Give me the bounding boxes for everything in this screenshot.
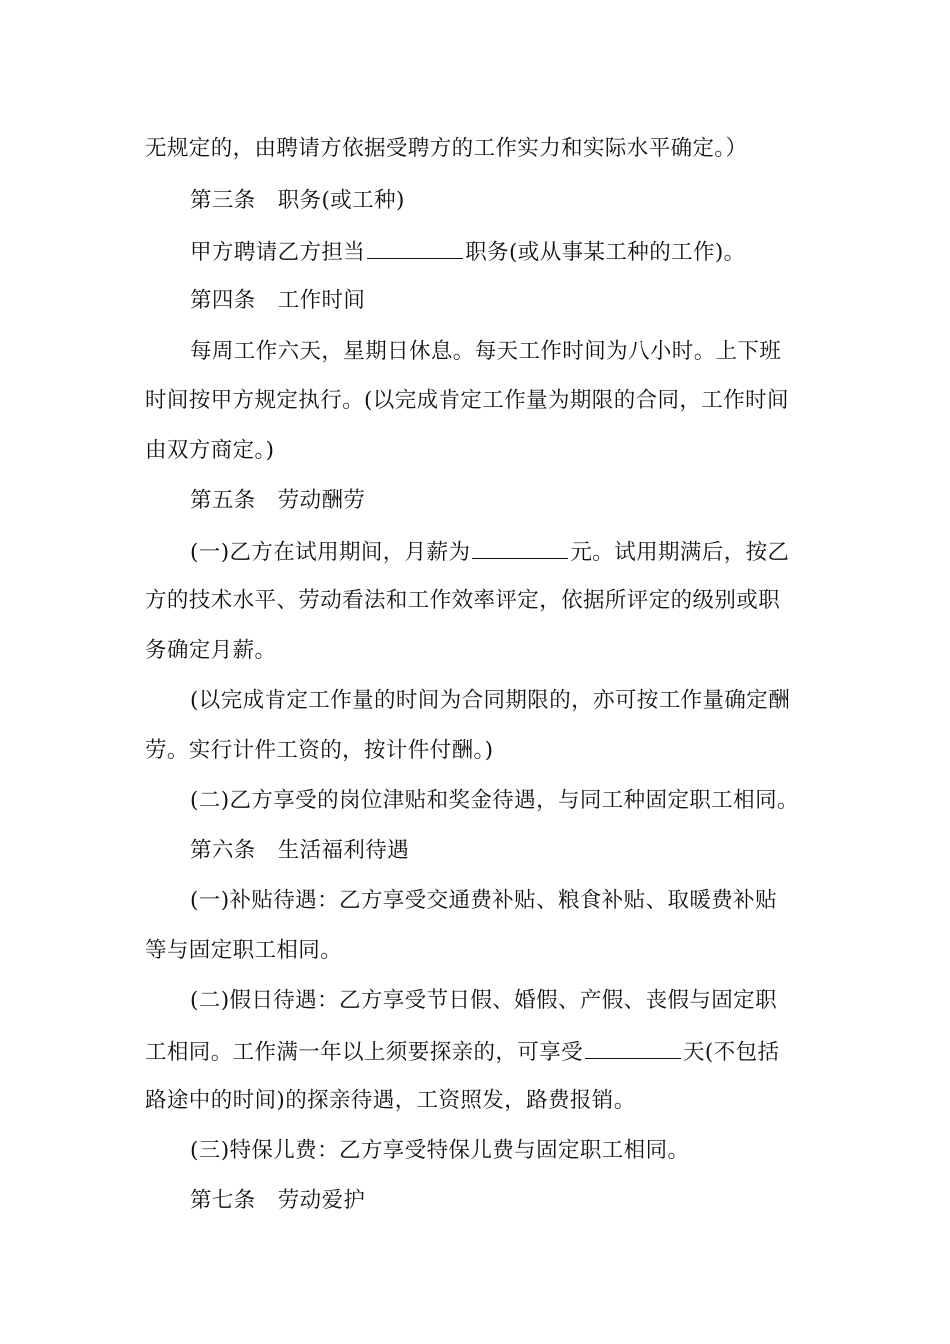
paragraph-line: 等与固定职工相同。 xyxy=(145,938,343,963)
article-heading xyxy=(190,1186,365,1216)
paragraph-line: 工相同。工作满一年以上须要探亲的，可享受 天(不包括 xyxy=(145,1036,779,1068)
paragraph-line: (三)特保儿费：乙方享受特保儿费与固定职工相同。 xyxy=(190,1138,690,1163)
article-heading xyxy=(190,486,365,516)
article-title: 工作时间 xyxy=(277,288,366,313)
paragraph-line: 每周工作六天，星期日休息。每天工作时间为八小时。上下班 xyxy=(190,339,782,364)
paragraph-line: 时间按甲方规定执行。(以完成肯定工作量为期限的合同，工作时间 xyxy=(145,388,789,413)
paragraph-line: 路途中的时间)的探亲待遇，工资照发，路费报销。 xyxy=(145,1088,636,1113)
article-number: 第三条 xyxy=(190,188,256,213)
fill-in-blank xyxy=(367,236,463,259)
article-title: 职务(或工种) xyxy=(277,188,405,213)
fill-in-blank xyxy=(585,1036,681,1059)
article-heading xyxy=(190,286,365,316)
paragraph-line: (以完成肯定工作量的时间为合同期限的，亦可按工作量确定酬 xyxy=(190,688,791,713)
paragraph-line: (二)假日待遇：乙方享受节日假、婚假、产假、丧假与固定职 xyxy=(190,988,777,1013)
article-number: 第五条 xyxy=(190,488,256,513)
fill-in-blank xyxy=(472,536,568,559)
article-heading xyxy=(190,836,409,866)
paragraph-line: 甲方聘请乙方担当 职务(或从事某工种的工作)。 xyxy=(190,236,746,268)
paragraph-line: 务确定月薪。 xyxy=(145,638,277,663)
article-number: 第四条 xyxy=(190,288,256,313)
paragraph-line: 劳。实行计件工资的，按计件付酬。) xyxy=(145,738,494,763)
article-title: 劳动酬劳 xyxy=(277,488,366,513)
article-number: 第七条 xyxy=(190,1188,256,1213)
article-title: 劳动爱护 xyxy=(277,1188,366,1213)
paragraph-line: (二)乙方享受的岗位津贴和奖金待遇，与同工种固定职工相同。 xyxy=(190,788,799,813)
article-number: 第六条 xyxy=(190,838,256,863)
paragraph-line: 方的技术水平、劳动看法和工作效率评定，依据所评定的级别或职 xyxy=(145,588,781,613)
article-heading xyxy=(190,186,405,216)
paragraph-line: 由双方商定。) xyxy=(145,438,275,463)
article-title: 生活福利待遇 xyxy=(277,838,410,863)
paragraph-line: (一)乙方在试用期间，月薪为 元。试用期满后，按乙 xyxy=(190,536,789,568)
paragraph-line: (一)补贴待遇：乙方享受交通费补贴、粮食补贴、取暖费补贴 xyxy=(190,888,777,913)
paragraph-line: 无规定的，由聘请方依据受聘方的工作实力和实际水平确定。） xyxy=(145,136,748,161)
